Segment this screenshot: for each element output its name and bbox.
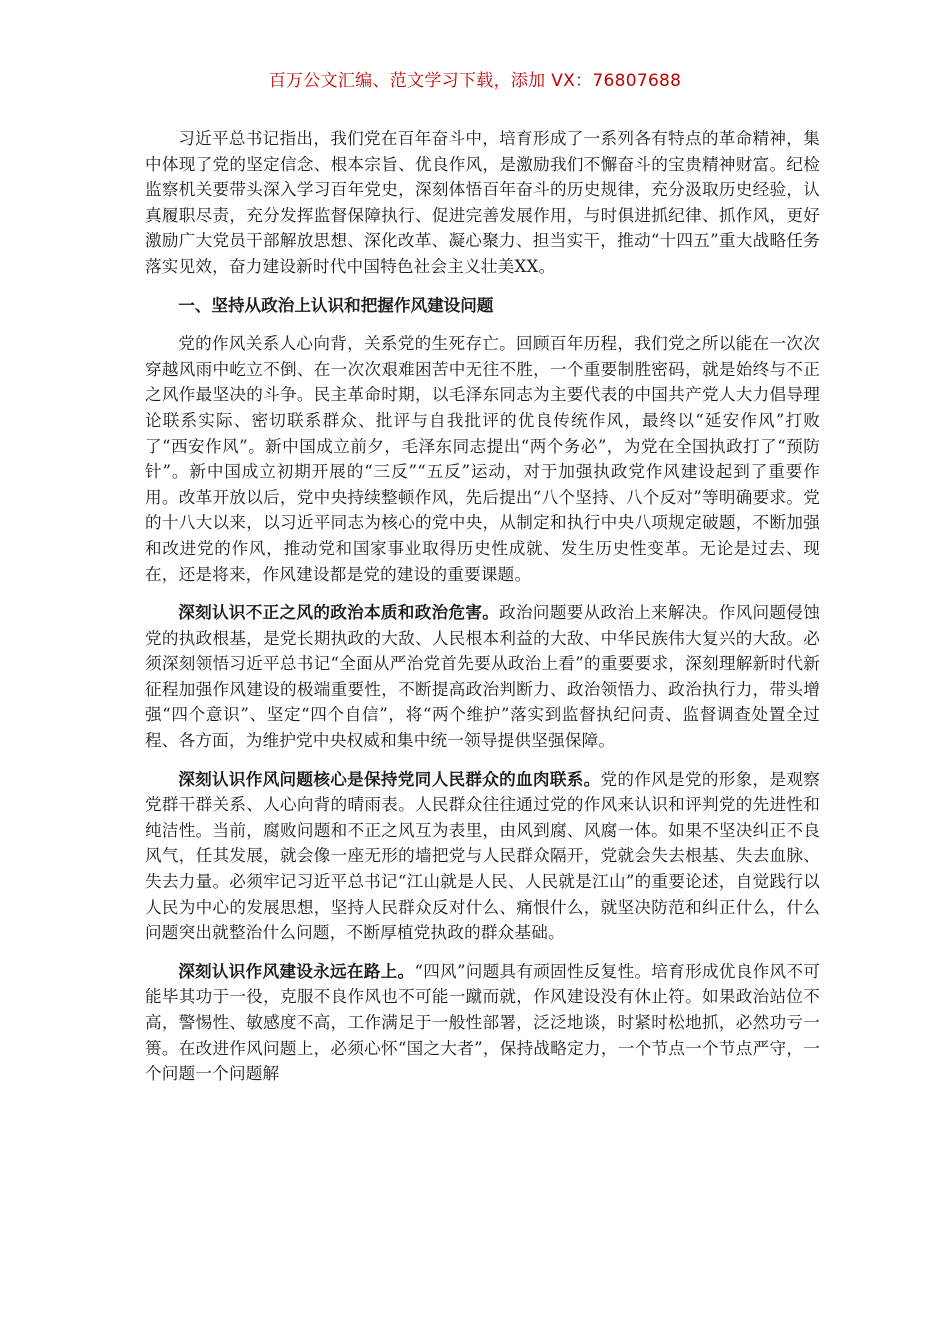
document-body <box>145 126 820 1100</box>
intro-paragraph: 习近平总书记指出，我们党在百年奋斗中，培育形成了一系列各有特点的革命精神，集中体现了党的坚定信念、根本宗旨、优良作风，是激励我们不懈奋斗的宝贵精神财富。纪检监察机关要带头深入学习百年党史，深刻体悟百年奋斗的历史规律，充分汲取历史经验，认真履职尽责，充分发挥监督保障执行、促进完善发展作用，与时俱进抓纪律、抓作风，更好激励广大党员干部解放思想、深化改革、凝心聚力、担当实干，推动“十四五”重大战略任务落实见效，奋力建设新时代中国特色社会主义壮美XX。 <box>145 129 820 276</box>
header-banner: 百万公文汇编、范文学习下载，添加 VX：76807688 <box>268 71 682 91</box>
section-paragraph-4 <box>145 959 820 1087</box>
section-paragraph-2 <box>145 600 820 754</box>
paragraph-lead: 深刻认识作风建设永远在路上。 <box>178 960 415 981</box>
section-paragraph-1: 党的作风关系人心向背，关系党的生死存亡。回顾百年历程，我们党之所以能在一次次穿越风雨中屹立不倒、在一次次艰难困苦中无往不胜，一个重要制胜密码，就是始终与不正之风作最坚决的斗争。民主革命时期，以毛泽东同志为主要代表的中国共产党人大力倡导理论联系实际、密切联系群众、批评与自我批评的优良传统作风，最终以“延安作风”打败了“西安作风”。新中国成立前夕，毛泽东同志提出“两个务必”，为党在全国执政打了“预防针”。新中国成立初期开展的“三反”“五反”运动，对于加强执政党作风建设起到了重要作用。改革开放以后，党中央持续整顿作风，先后提出“八个坚持、八个反对”等明确要求。党的十八大以来，以习近平同志为核心的党中央，从制定和执行中央八项规定破题，不断加强和改进党的作风，推动党和国家事业取得历史性成就、发生历史性变革。无论是过去、现在，还是将来，作风建设都是党的建设的重要课题。 <box>145 334 820 584</box>
paragraph-text: 党的作风是党的形象，是观察党群干群关系、人心向背的晴雨表。人民群众往往通过党的作风来认识和评判党的先进性和纯洁性。当前，腐败问题和不正之风互为表里，由风到腐、风腐一体。如果不坚决纠正不良风气，任其发展，就会像一座无形的墙把党与人民群众隔开，党就会失去根基、失去血脉、失去力量。必须牢记习近平总书记“江山就是人民、人民就是江山”的重要论述，自觉践行以人民为中心的发展思想，坚持人民群众反对什么、痛恨什么，就坚决防范和纠正什么，什么问题突出就整治什么问题，不断厚植党执政的群众基础。 <box>145 769 820 943</box>
paragraph-text: 政治问题要从政治上来解决。作风问题侵蚀党的执政根基，是党长期执政的大敌、人民根本利益的大敌、中华民族伟大复兴的大敌。必须深刻领悟习近平总书记“全面从严治党首先要从政治上看”的重要要求，深刻理解新时代新征程加强作风建设的极端重要性，不断提高政治判断力、政治领悟力、政治执行力，带头增强“四个意识”、坚定“四个自信”，将“两个维护”落实到监督执纪问责、监督调查处置全过程、各方面，为维护党中央权威和集中统一领导提供坚强保障。 <box>145 603 820 751</box>
paragraph-text: “四风”问题具有顽固性反复性。培育形成优良作风不可能毕其功于一役，克服不良作风也不可能一蹴而就，作风建设没有休止符。如果政治站位不高，警惕性、敏感度不高，工作满足于一般性部署，泛泛地谈，时紧时松地抓，必然功亏一篑。在改进作风问题上，必须心怀“国之大者”，保持战略定力，一个节点一个节点严守，一个问题一个问题解 <box>145 961 820 1084</box>
section-heading: 一、坚持从政治上认识和把握作风建设问题 <box>178 294 494 315</box>
paragraph-lead: 深刻认识作风问题核心是保持党同人民群众的血肉联系。 <box>178 768 601 789</box>
section-paragraph-3 <box>145 767 820 946</box>
paragraph-lead: 深刻认识不正之风的政治本质和政治危害。 <box>178 602 500 623</box>
